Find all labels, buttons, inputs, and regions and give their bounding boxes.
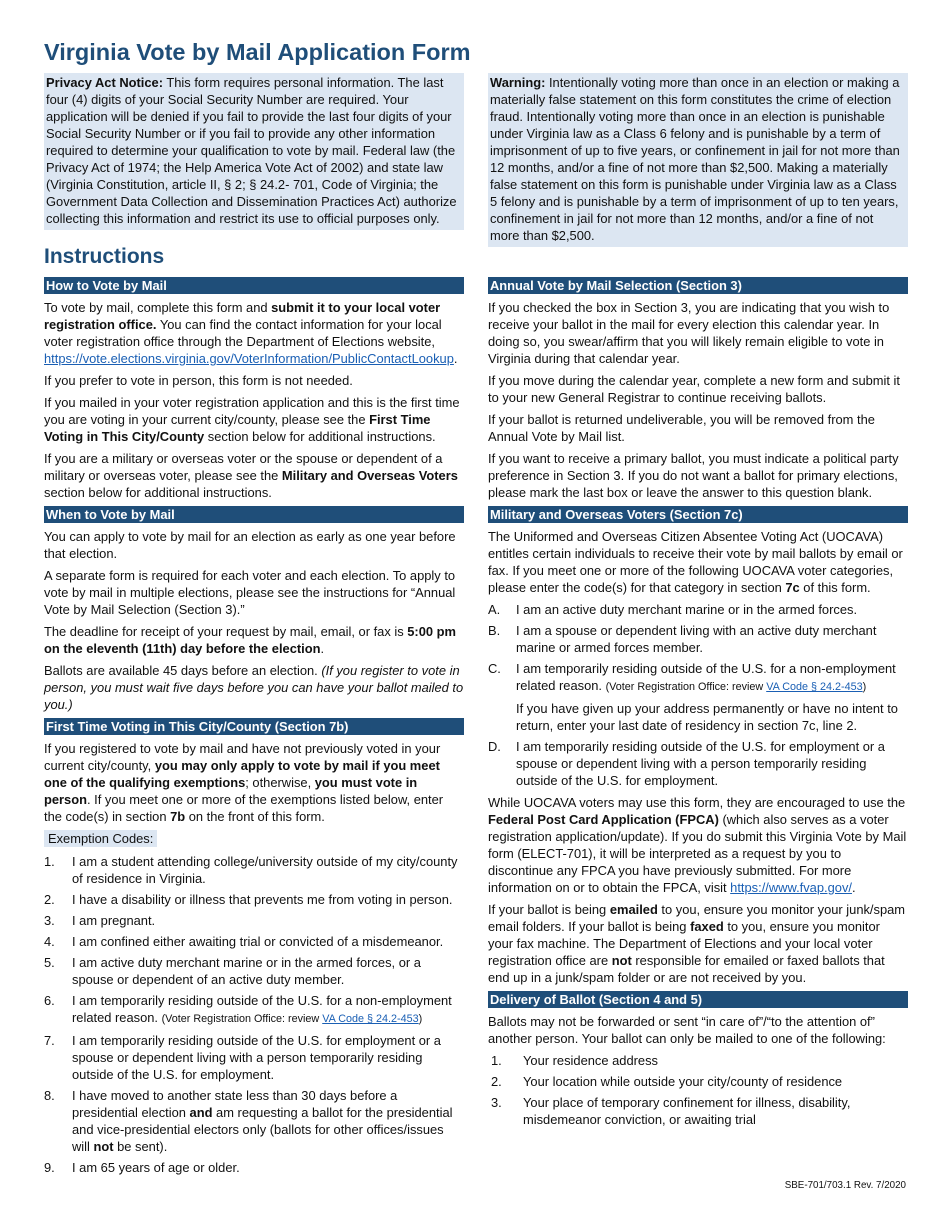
list-item: 4. I am confined either awaiting trial or convicted of a misdemeanor. — [44, 934, 444, 949]
list-item: D. I am temporarily residing outside of the U.S. for employment or a spouse or dependent living with a person temporarily residing outside of the U.S. for employment. — [488, 739, 885, 788]
list-item: 2. I have a disability or illness that prevents me from voting in person. — [44, 892, 453, 907]
warning-notice — [488, 73, 908, 247]
section-heading-first-time: First Time Voting in This City/County (Section 7b) — [44, 718, 464, 735]
privacy-label: Privacy Act Notice: — [46, 75, 164, 90]
section-heading-military: Military and Overseas Voters (Section 7c) — [488, 506, 908, 523]
when-paragraph: The deadline for receipt of your request by mail, email, or fax is 5:00 pm on the eleventh (11th) day before the election. — [44, 624, 456, 656]
annual-paragraph: If you checked the box in Section 3, you are indicating that you wish to receive your ballot in the mail for every election this calendar year. In doing so, you swear/affirm that you will likely remain eligible to vote in Virginia during that calendar year. — [488, 300, 890, 366]
exemption-list — [44, 853, 464, 1176]
section-heading-delivery: Delivery of Ballot (Section 4 and 5) — [488, 991, 908, 1008]
page-title: Virginia Vote by Mail Application Form — [44, 39, 471, 65]
form-number-footer: SBE-701/703.1 Rev. 7/2020 — [784, 1180, 906, 1191]
warning-label: Warning: — [490, 75, 546, 90]
list-item: 6. I am temporarily residing outside of the U.S. for a non-employment related reason. (Voter Registration Office: review VA Code § 24.2-453) — [44, 993, 452, 1025]
list-item: B. I am a spouse or dependent living with an active duty merchant marine or armed forces member. — [488, 623, 877, 655]
list-item: 8. I have moved to another state less than 30 days before a presidential election and am requesting a ballot for the presidential and vice-presidential electors only (ballots for other offices/issues will not be sent). — [44, 1088, 453, 1154]
list-item: 5. I am active duty merchant marine or in the armed forces, or a spouse or dependent of an active duty member. — [44, 955, 421, 987]
uocava-list — [488, 601, 908, 789]
section-heading-when: When to Vote by Mail — [44, 506, 464, 523]
va-code-link[interactable]: VA Code § 24.2-453 — [322, 1013, 419, 1025]
list-item: 7. I am temporarily residing outside of the U.S. for employment or a spouse or dependent living with a person temporarily residing outside of the U.S. for employment. — [44, 1033, 441, 1082]
exemption-codes-label: Exemption Codes: — [44, 830, 157, 847]
instructions-heading: Instructions — [44, 245, 165, 268]
va-code-link[interactable]: VA Code § 24.2-453 — [766, 681, 863, 693]
fvap-link[interactable]: https://www.fvap.gov/ — [730, 880, 852, 895]
delivery-paragraph: Ballots may not be forwarded or sent “in care of”/“to the attention of” another person. Your ballot can only be mailed to one of the following: — [488, 1014, 886, 1046]
contact-lookup-link[interactable]: https://vote.elections.virginia.gov/VoterInformation/PublicContactLookup — [44, 351, 454, 366]
list-item-note: If you have given up your address permanently or have no intent to return, enter your last date of residency in section 7c, line 2. — [516, 701, 898, 733]
when-paragraph: Ballots are available 45 days before an election. (If you register to vote in person, you must wait five days before you can have your ballot mailed to you.) — [44, 663, 464, 712]
warning-text: Intentionally voting more than once in an election or making a materially false statement on this form constitutes the crime of election fraud. Intentionally voting more than once in an election is punishable under Virginia law as a Class 6 felony and is punishable by a term of imprisonment of up to five years, or confinement in jail for not more than 12 months, and/or a fine of not more than $2,500. Making a materially false statement on this form is punishable under Virginia law as a Class 5 felony and is punishable by a term of imprisonment of up to ten years, confinement in jail for not more than 12 months, and/or a fine of not more than $2,500. — [490, 75, 900, 243]
delivery-list — [488, 1052, 908, 1128]
annual-paragraph: If you move during the calendar year, complete a new form and submit it to your new General Registrar to continue receiving ballots. — [488, 373, 900, 405]
list-item: 2. Your location while outside your city/county of residence — [491, 1074, 843, 1089]
how-paragraph: To vote by mail, complete this form and submit it to your local voter registration office. You can find the contact information for your local voter registration office through the Department of Elections website, https://vote.elections.virginia.gov/VoterInformation/PublicContactLookup. — [44, 300, 458, 366]
military-paragraph: The Uniformed and Overseas Citizen Absentee Voting Act (UOCAVA) entitles certain individuals to receive their vote by mail ballots by email or fax. If you meet one or more of the following UOCAVA voter categories, please enter the code(s) for that category in section 7c of this form. — [488, 529, 903, 595]
first-time-paragraph: If you registered to vote by mail and have not previously voted in your current city/county, you may only apply to vote by mail if you meet one of the qualifying exemptions; otherwise, you must vote in person. If you meet one or more of the exemptions listed below, enter the code(s) in section 7b on the front of this form. — [44, 741, 444, 824]
military-paragraph: While UOCAVA voters may use this form, they are encouraged to use the Federal Post Card Application (FPCA) (which also serves as a voter registration application/update). If you do submit this Virginia Vote by Mail form (ELECT-701), it will be interpreted as a request by you to discontinue any FPCA you have previously submitted. For more information on or to obtain the FPCA, visit https://www.fvap.gov/. — [488, 795, 907, 895]
military-paragraph: If your ballot is being emailed to you, ensure you monitor your junk/spam email folders. If your ballot is being faxed to you, ensure you monitor your fax machine. The Department of Elections and your local voter registration office are not responsible for emailed or faxed ballots that end up in a junk/spam folder or are not received by you. — [488, 902, 906, 985]
when-paragraph: You can apply to vote by mail for an election as early as one year before that election. — [44, 529, 456, 561]
left-column — [44, 277, 464, 1181]
section-heading-annual: Annual Vote by Mail Selection (Section 3) — [488, 277, 908, 294]
how-paragraph: If you prefer to vote in person, this form is not needed. — [44, 373, 353, 388]
list-item: 1. I am a student attending college/university outside of my city/county of residence in Virginia. — [44, 854, 458, 886]
list-item: 3. Your place of temporary confinement for illness, disability, misdemeanor conviction, or awaiting trial — [491, 1095, 851, 1127]
list-item: C. I am temporarily residing outside of the U.S. for a non-employment related reason. (Voter Registration Office: review VA Code § 24.2-453) If you have given up your address permanently or have no intent to return, enter your last date of residency in section 7c, line 2. — [488, 660, 908, 734]
section-heading-how: How to Vote by Mail — [44, 277, 464, 294]
how-paragraph: If you are a military or overseas voter or the spouse or dependent of a military or overseas voter, please see the Military and Overseas Voters section below for additional instructions. — [44, 451, 458, 500]
list-item: 1. Your residence address — [491, 1053, 658, 1068]
privacy-text: This form requires personal information. The last four (4) digits of your Social Security Number are required. Your application will be denied if you fail to provide the last four digits of your Social Security Number or if you fail to provide any other information required to determine your qualification to vote by mail. Federal law (the Privacy Act of 1974; the Help America Vote Act of 2002) and state law (Virginia Constitution, article II, § 2; § 24.2- 701, Code of Virginia; the Government Data Collection and Dissemination Practices Act) authorize collecting this information and restrict its use to official purposes only. — [46, 75, 457, 226]
list-item: A. I am an active duty merchant marine or in the armed forces. — [488, 602, 858, 617]
list-item: 9. I am 65 years of age or older. — [44, 1160, 240, 1175]
annual-paragraph: If you want to receive a primary ballot, you must indicate a political party preference in Section 3. If you do not want a ballot for primary elections, please mark the last box or leave the answer to this question blank. — [488, 451, 899, 500]
when-paragraph: A separate form is required for each voter and each election. To apply to vote by mail in multiple elections, please see the instructions for “Annual Vote by Mail Selection (Section 3).” — [44, 568, 456, 617]
right-column — [488, 277, 908, 1133]
privacy-notice — [44, 73, 464, 230]
annual-paragraph: If your ballot is returned undeliverable, you will be removed from the Annual Vote by Mail list. — [488, 412, 875, 444]
list-item: 3. I am pregnant. — [44, 913, 156, 928]
how-paragraph: If you mailed in your voter registration application and this is the first time you are voting in your current city/county, please see the First Time Voting in This City/County section below for additional instructions. — [44, 395, 460, 444]
